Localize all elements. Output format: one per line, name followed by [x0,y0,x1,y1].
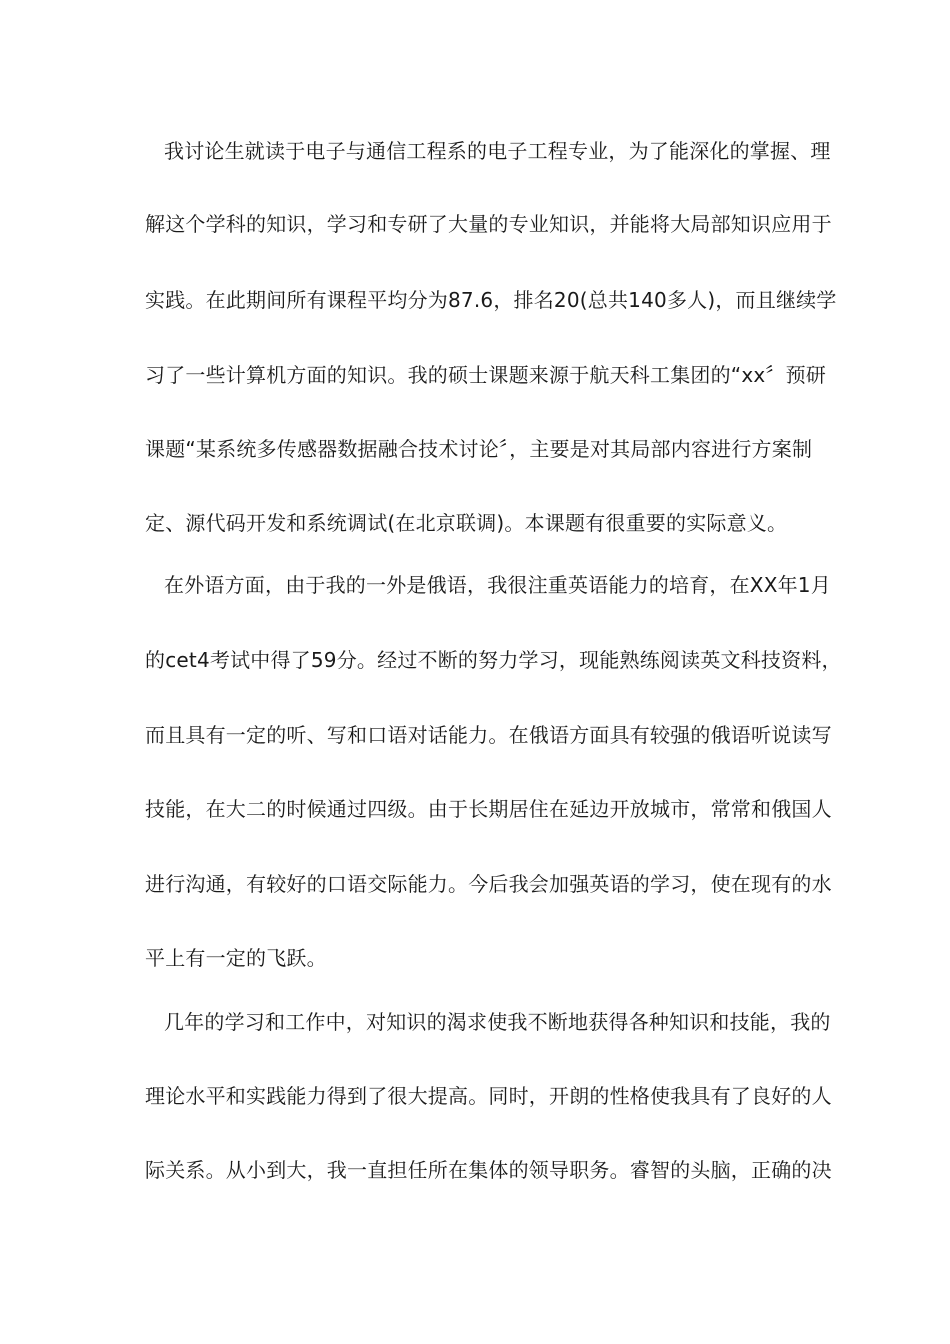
paragraph-1-line-1: 我讨论生就读于电子与通信工程系的电子工程专业，为了能深化的掌握、理 [164,139,831,163]
paragraph-2-line-1: 在外语方面，由于我的一外是俄语，我很注重英语能力的培育，在XX年1月 [164,573,831,597]
paragraph-3-line-1: 几年的学习和工作中，对知识的渴求使我不断地获得各种知识和技能，我的 [164,1010,831,1034]
paragraph-1-line-4: 习了一些计算机方面的知识。我的硕士课题来源于航天科工集团的“xx〞预研 [145,363,827,387]
paragraph-1-line-5: 课题“某系统多传感器数据融合技术讨论〞，主要是对其局部内容进行方案制 [145,437,813,461]
paragraph-3-line-2: 理论水平和实践能力得到了很大提高。同时，开朗的性格使我具有了良好的人 [145,1084,832,1108]
paragraph-1-line-3: 实践。在此期间所有课程平均分为87.6，排名20(总共140多人)，而且继续学 [145,288,837,312]
paragraph-1-line-6: 定、源代码开发和系统调试(在北京联调)。本课题有很重要的实际意义。 [145,511,788,535]
paragraph-2-line-2: 的cet4考试中得了59分。经过不断的努力学习，现能熟练阅读英文科技资料， [145,648,842,672]
paragraph-2-line-3: 而且具有一定的听、写和口语对话能力。在俄语方面具有较强的俄语听说读写 [145,723,832,747]
paragraph-2-line-6: 平上有一定的飞跃。 [145,946,327,970]
paragraph-3-line-3: 际关系。从小到大，我一直担任所在集体的领导职务。睿智的头脑，正确的决 [145,1158,832,1182]
paragraph-2-line-5: 进行沟通，有较好的口语交际能力。今后我会加强英语的学习，使在现有的水 [145,872,832,896]
paragraph-1-line-2: 解这个学科的知识，学习和专研了大量的专业知识，并能将大局部知识应用于 [145,212,832,236]
paragraph-2-line-4: 技能，在大二的时候通过四级。由于长期居住在延边开放城市，常常和俄国人 [145,797,832,821]
